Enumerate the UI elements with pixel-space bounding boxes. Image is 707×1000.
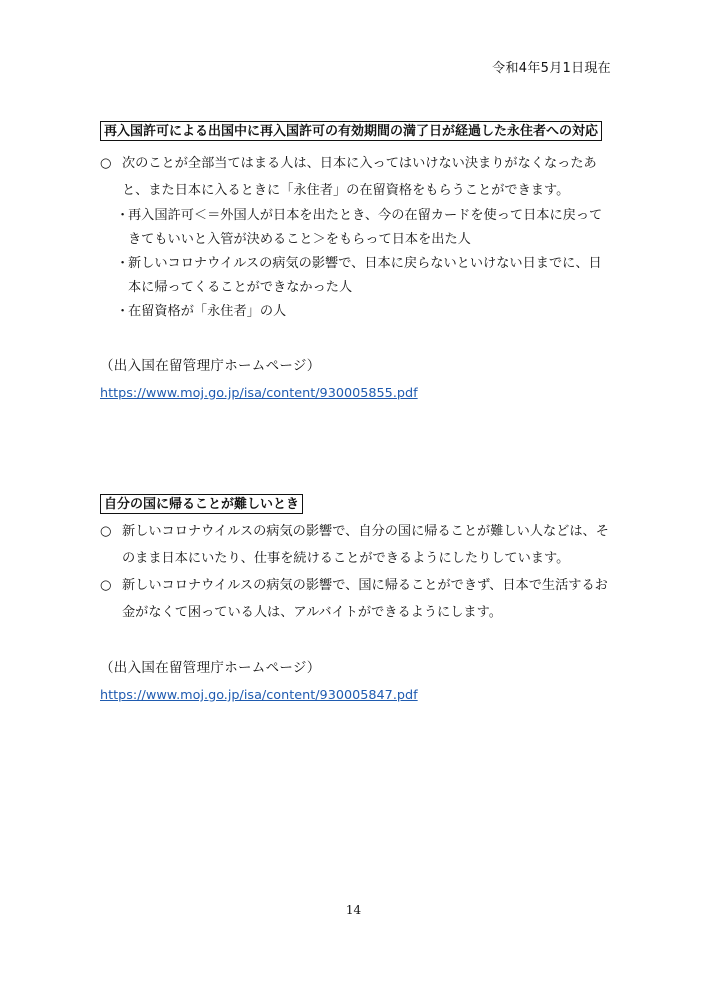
paragraph <box>100 518 610 572</box>
paragraph-text: 新しいコロナウイルスの病気の影響で、国に帰ることができず、日本で生活するお金がなくて困っている人は、アルバイトができるようにします。 <box>122 578 608 620</box>
section-heading: 自分の国に帰ることが難しいとき <box>100 494 303 514</box>
date-line: 令和4年5月1日現在 <box>492 61 611 76</box>
circle-mark: ○ <box>100 524 112 539</box>
bullet-mark: ・ <box>116 304 130 319</box>
list-item-text: 再入国許可＜＝外国人が日本を出たとき、今の在留カードを使って日本に戻ってきてもいいと入管が決めること＞をもらって日本を出た人 <box>128 208 603 247</box>
source-link[interactable]: https://www.moj.go.jp/isa/content/930005855.pdf <box>100 386 418 401</box>
list-item <box>116 300 610 324</box>
source-label: （出入国在留管理庁ホームページ） <box>100 358 321 374</box>
circle-mark: ○ <box>100 578 112 593</box>
list-item-text: 新しいコロナウイルスの病気の影響で、日本に戻らないといけない日までに、日本に帰ってくることができなかった人 <box>128 256 602 295</box>
section-reentry-permanent-residents <box>100 120 610 401</box>
source-link[interactable]: https://www.moj.go.jp/isa/content/930005847.pdf <box>100 688 418 703</box>
condition-list <box>100 204 610 324</box>
source-label: （出入国在留管理庁ホームページ） <box>100 660 321 676</box>
section-heading: 再入国許可による出国中に再入国許可の有効期間の満了日が経過した永住者への対応 <box>100 121 602 141</box>
circle-mark: ○ <box>100 156 112 171</box>
list-item-text: 在留資格が「永住者」の人 <box>128 304 287 319</box>
list-item <box>116 252 610 300</box>
bullet-mark: ・ <box>116 208 130 223</box>
paragraph-text: 次のことが全部当てはまる人は、日本に入ってはいけない決まりがなくなったあと、また日本に入るときに「永住者」の在留資格をもらうことができます。 <box>122 156 597 198</box>
list-item <box>116 204 610 252</box>
paragraph-text: 新しいコロナウイルスの病気の影響で、自分の国に帰ることが難しい人などは、そのまま日本にいたり、仕事を続けることができるようにしたりしています。 <box>122 524 609 566</box>
paragraph <box>100 150 610 204</box>
section-difficult-to-return-home <box>100 493 610 703</box>
paragraph <box>100 572 610 626</box>
page-number: 14 <box>345 903 362 917</box>
bullet-mark: ・ <box>116 256 130 271</box>
